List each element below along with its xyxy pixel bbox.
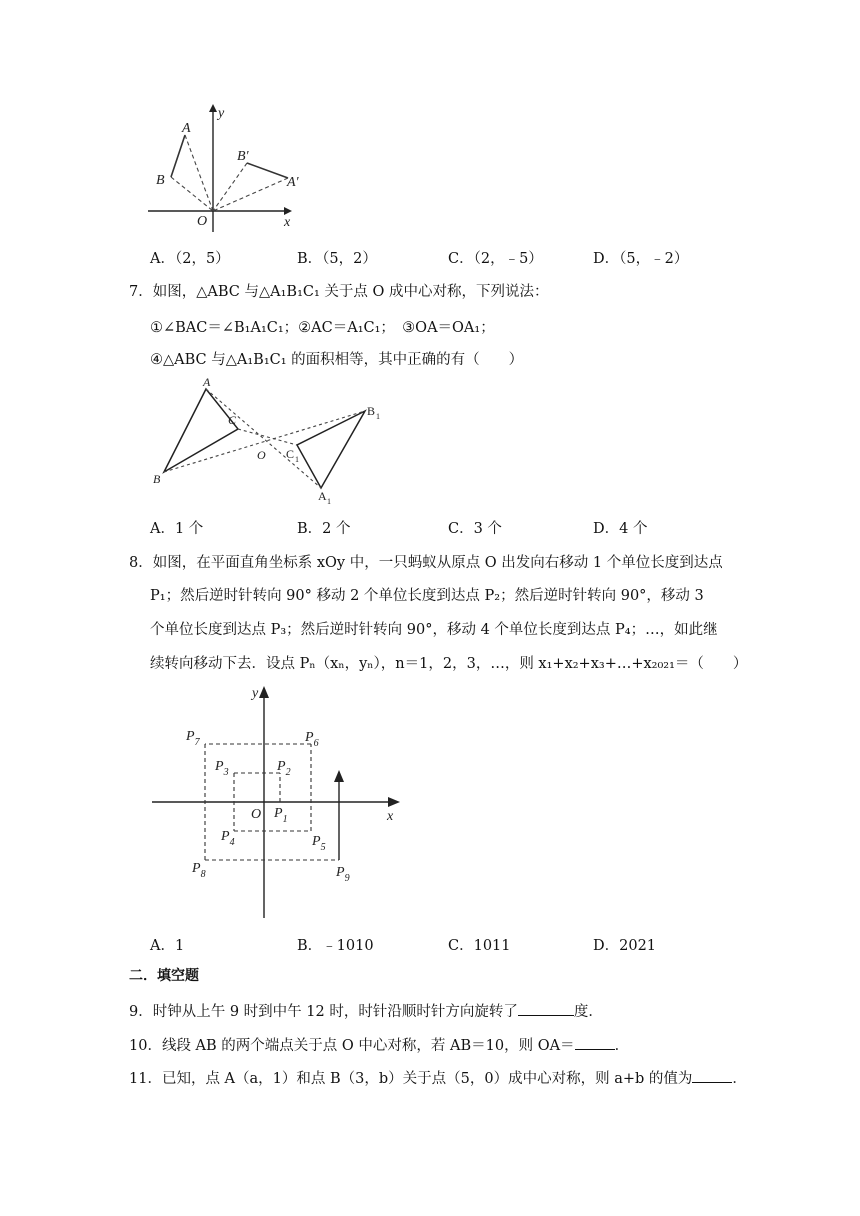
q8-label-p2: $P_2$	[277, 759, 291, 778]
q6-label-b: B	[156, 173, 165, 188]
q8-stem-line3: 个单位长度到达点 P₃；然后逆时针转向 90°，移动 4 个单位长度到达点 P₄；…，如此继	[150, 622, 718, 638]
q7-option-d: D．4 个	[593, 521, 648, 537]
q8-stem-line1: 8．如图，在平面直角坐标系 xOy 中，一只蚂蚁从原点 O 出发向右移动 1 个单位长度到达点	[129, 555, 723, 571]
q6-label-a: A	[182, 121, 191, 136]
q8-origin: O	[251, 807, 262, 822]
q8-label-p5: $P_5$	[312, 834, 326, 853]
q10	[129, 1035, 629, 1056]
q8-option-a: A．1	[150, 938, 185, 954]
q6-option-c: C．（2，﹣5）	[448, 251, 543, 267]
q8-label-p9: $P_9$	[336, 865, 350, 884]
q7-stem-line2: ①∠BAC＝∠B₁A₁C₁；②AC＝A₁C₁； ③OA＝OA₁；	[150, 320, 495, 336]
q8-label-p3: $P_3$	[215, 759, 229, 778]
q9-text-end: 度．	[573, 1004, 603, 1020]
q7-label-b1-sub: 1	[376, 412, 380, 421]
q6-origin: O	[197, 214, 208, 229]
q8-option-d: D．2021	[593, 938, 657, 954]
q6-option-d: D．（5，﹣2）	[593, 251, 689, 267]
q10-text: 10．线段 AB 的两个端点关于点 O 中心对称，若 AB＝10，则 OA＝	[129, 1038, 575, 1054]
q6-axis-y: y	[218, 106, 225, 121]
q7-label-b: B	[153, 472, 161, 486]
q11-text: 11．已知，点 A（a，1）和点 B（3，b）关于点（5，0）成中心对称，则 a+b 的值为	[129, 1071, 693, 1087]
q7-stem-line1: 7．如图，△ABC 与△A₁B₁C₁ 关于点 O 成中心对称，下列说法：	[129, 284, 549, 300]
q9-answer-blank[interactable]	[518, 1001, 574, 1016]
q7-stem-line3: ④△ABC 与△A₁B₁C₁ 的面积相等，其中正确的有（ ）	[150, 352, 524, 368]
q6-option-b: B．（5，2）	[297, 251, 377, 267]
q6-label-b-prime: B′	[237, 149, 249, 164]
q6-label-a-prime: A′	[287, 175, 299, 190]
q8-axis-y: y	[252, 686, 259, 701]
q7-option-b: B．2 个	[297, 521, 351, 537]
q7-label-a1: A	[318, 489, 327, 503]
q8-stem-line2: P₁；然后逆时针转向 90° 移动 2 个单位长度到达点 P₂；然后逆时针转向 90°，移动 3	[150, 588, 704, 604]
section-title: 二．填空题	[129, 968, 199, 984]
q11	[129, 1068, 747, 1089]
q7-label-c1: C	[286, 447, 295, 461]
q7-label-o: O	[257, 448, 266, 462]
q11-text-end: ．	[732, 1071, 747, 1087]
q8-label-p1: $P_1$	[274, 806, 288, 825]
q8-label-p7: $P_7$	[186, 729, 200, 748]
q8-option-b: B．﹣1010	[297, 938, 374, 954]
q8-label-p4: $P_4$	[221, 829, 235, 848]
q8-axis-x: x	[387, 809, 394, 824]
q7-label-c1-sub: 1	[295, 455, 299, 464]
q8-stem-line4: 续转向移动下去．设点 Pₙ（xₙ，yₙ），n＝1，2，3，…，则 x₁+x₂+x₃+…+x₂₀₂₁＝（ ）	[150, 656, 748, 672]
q7-label-b1: B	[367, 404, 376, 418]
q7-option-c: C．3 个	[448, 521, 502, 537]
q7-label-c: C	[228, 413, 237, 427]
q8-label-p8: $P_8$	[192, 861, 206, 880]
q10-text-end: ．	[614, 1038, 630, 1054]
q6-option-a: A．（2，5）	[150, 251, 230, 267]
q11-answer-blank[interactable]	[692, 1068, 732, 1083]
q8-label-p6: $P_6$	[305, 730, 319, 749]
q9	[129, 1001, 603, 1022]
q8-option-c: C．1011	[448, 938, 511, 954]
q10-answer-blank[interactable]	[575, 1035, 615, 1050]
q7-label-a1-sub: 1	[327, 497, 331, 506]
q6-axis-x: x	[284, 215, 291, 230]
q9-text: 9．时钟从上午 9 时到中午 12 时，时针沿顺时针方向旋转了	[129, 1004, 518, 1020]
q7-option-a: A．1 个	[150, 521, 204, 537]
q7-label-a: A	[203, 375, 211, 389]
